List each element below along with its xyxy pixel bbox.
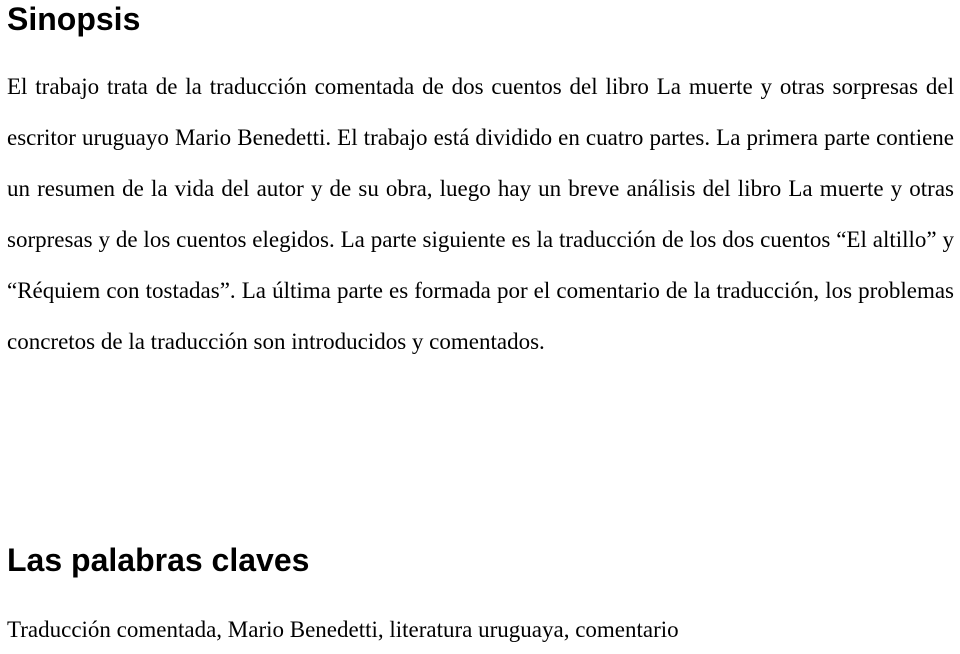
keywords-paragraph: Traducción comentada, Mario Benedetti, literatura uruguaya, comentario	[7, 617, 679, 642]
synopsis-paragraph: El trabajo trata de la traducción comentada de dos cuentos del libro La muerte y otras sorpresas del escritor uruguayo Mario Benedetti. El trabajo está dividido en cuatro partes. La primera parte contiene un resumen de la vida del autor y de su obra, luego hay un breve análisis del libro La muerte y otras sorpresas y de los cuentos elegidos. La parte siguiente es la traducción de los dos cuentos “El altillo” y “Réquiem con tostadas”. La última parte es formada por el comentario de la traducción, los problemas concretos de la traducción son introducidos y comentados.	[7, 74, 954, 354]
keywords-heading: Las palabras claves	[7, 542, 310, 578]
synopsis-heading: Sinopsis	[7, 1, 141, 37]
